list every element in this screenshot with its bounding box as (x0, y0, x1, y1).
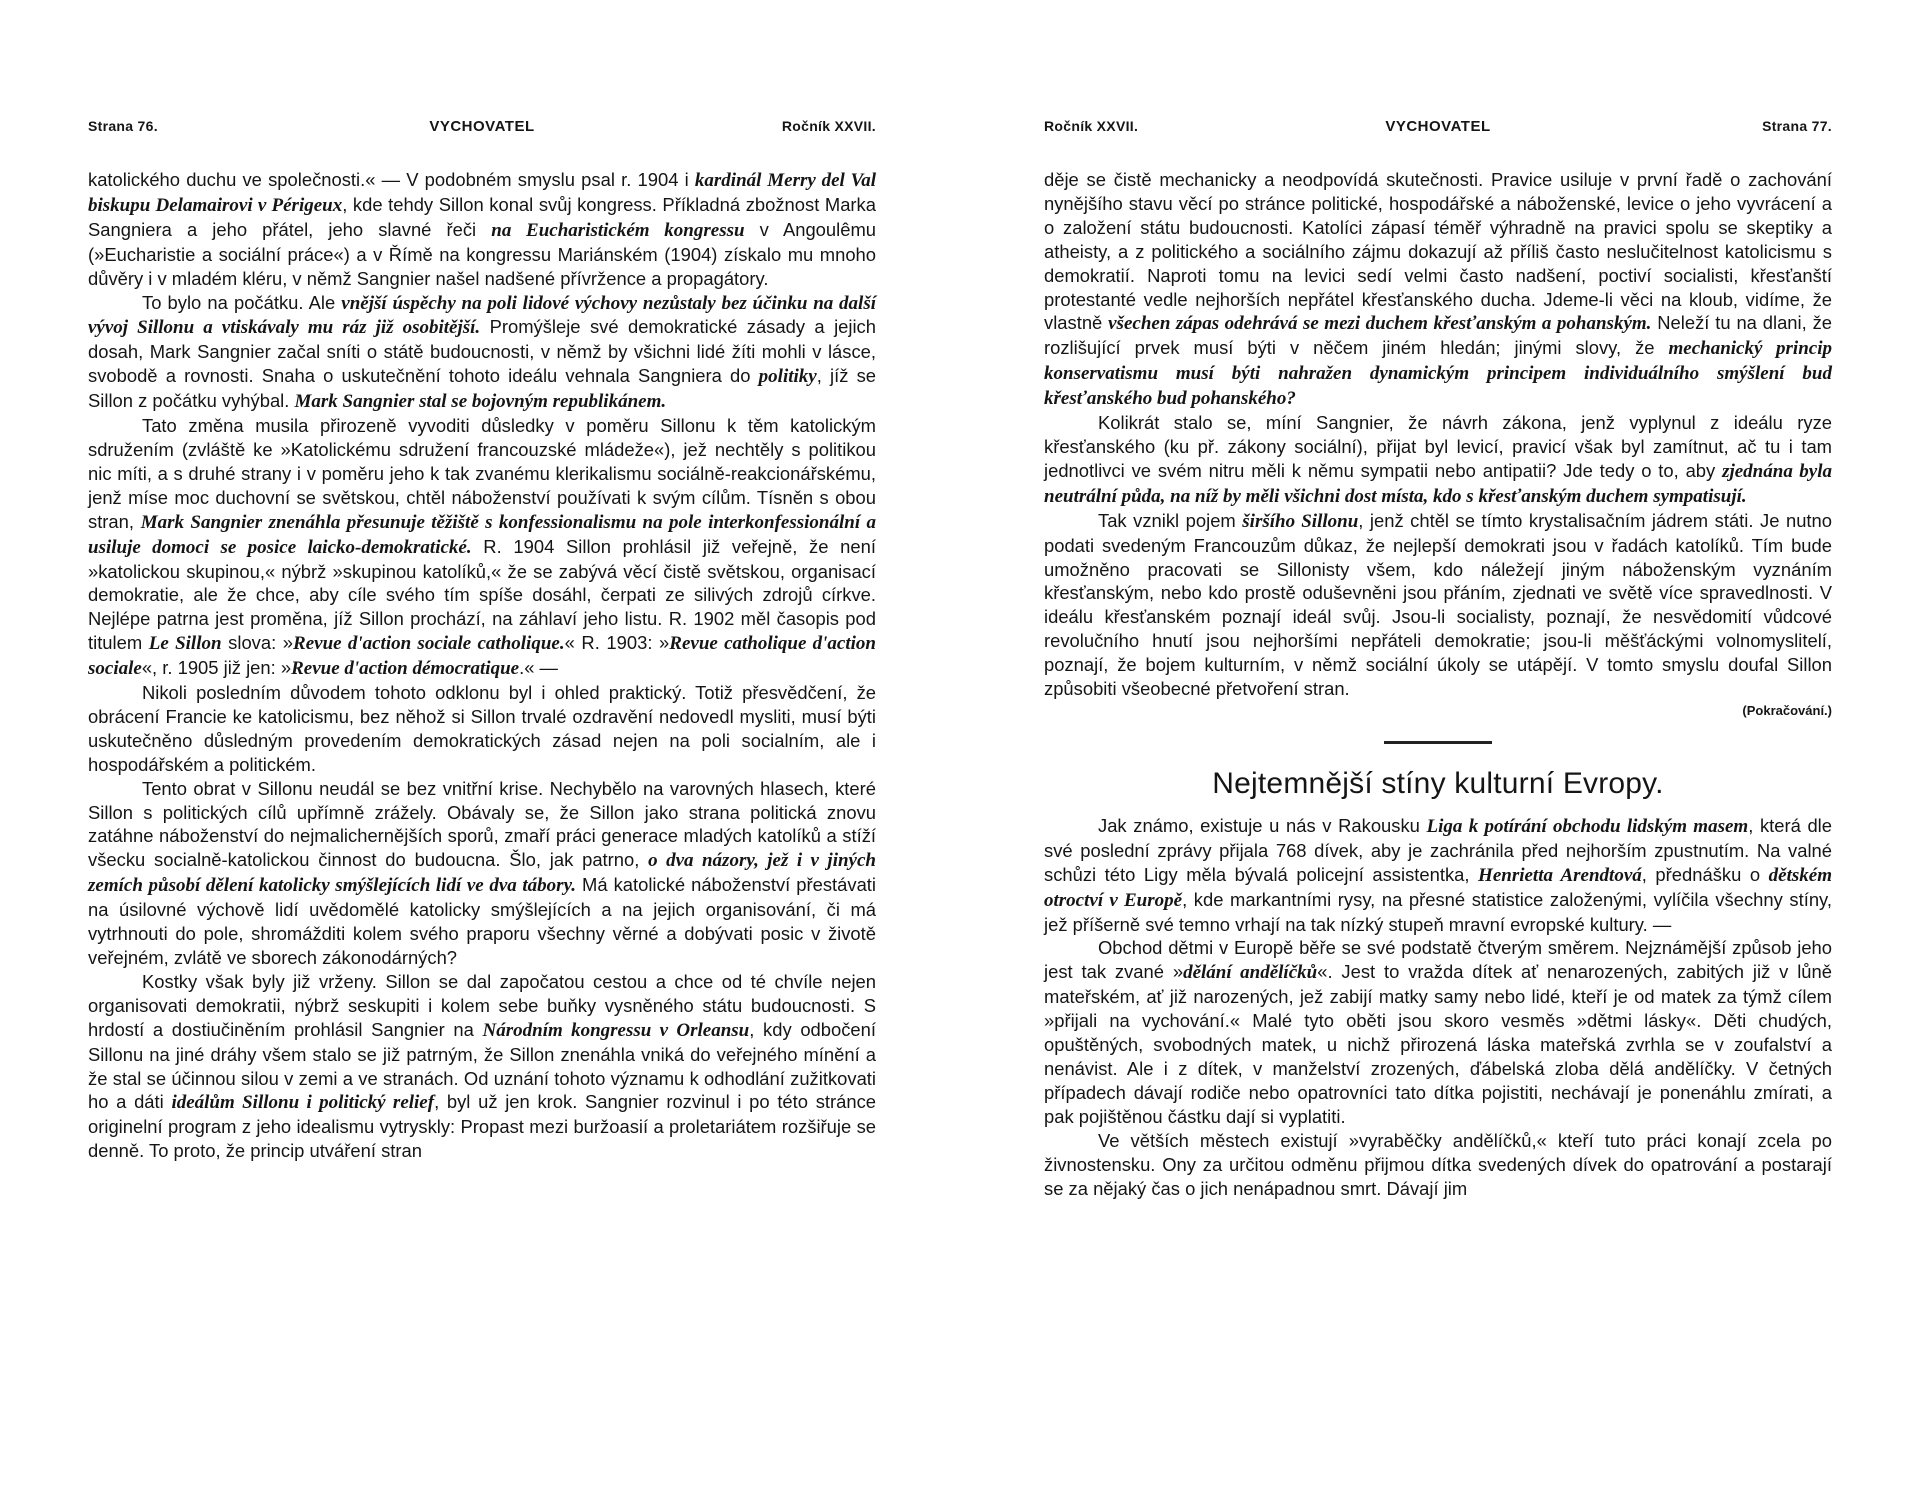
text-run: , která dle své poslední zprávy přijala 768 dívek, aby je zachránila před nejhorším zpustnutím. Na valné schůzi této Ligy měla bývalá policejní assistentka, (1044, 814, 1832, 885)
section-divider (1384, 741, 1492, 744)
left-page-header (88, 118, 876, 138)
text-run: Obchod dětmi v Europě běře se své podstatě čtverým směrem. Nejznámější způsob jeho jest tak zvané » (1044, 937, 1832, 983)
text-run: děje se čistě mechanicky a neodpovídá skutečnosti. Pravice usiluje v první řadě o zachování nynějšího stavu věcí po stránce politické, hospodářské a náboženské, levice o jeho vyvrácení a o založení státu budoucnosti. Katolíci zápasí téměř výhradně na pravici spolu se skeptiky a atheisty, a z politického a sociálního zájmu dokazují až příliš často neslučitelnost katolicismu s demokratií. Naproti tomu na levici sedí velmi často nadšení, poctiví socialisti, křesťanští protestanté vedle nejhorších nepřátel křesťanského ducha. Jdeme-li věci na kloub, vidíme, že vlastně (1044, 169, 1832, 334)
text-run: , přednášku o (1641, 863, 1769, 885)
text-run: R. 1904 Sillon prohlásil již veřejně, že není »katolickou skupinou,« nýbrž »skupinou katolíků,« že se zabývá věcí čistě světskou, organisací demokratie, ale že chce, aby cíle svého tím spíše dosáhl, čerpati ze silivých zdrojů církve. Nejlépe patrna jest proměna, jíž Sillon prochází, na záhlaví jeho listu. R. 1902 měl časopis pod titulem (88, 535, 876, 654)
emphasized-text: politiky (758, 366, 817, 388)
emphasized-text: o dva názory, jež i v jiných zemích působí dělení katolicky smýšlejících lidí ve dva tábory. (88, 850, 876, 897)
emphasized-text: širšího Sillonu (1242, 510, 1359, 532)
left-body-text (88, 168, 876, 1163)
right-continued-article (1044, 168, 1832, 701)
left-page (88, 0, 876, 1501)
text-run: Tato změna musila přirozeně vyvoditi důsledky v poměru Sillonu k těm katolickým sdružením (zvláště ke »Katolickému sdružení francouzské mládeže«), jež nechtěly s politikou nic míti, a s druhé strany i v poměru jeho k tak zvanému klerikalismu sociálně-reakcionářskému, jenž míse moc duchovní se světskou, chtěl náboženství používati k svým cílům. Tísněn s obou stran, (88, 415, 876, 532)
emphasized-text: Revue d'action démocratique (291, 658, 520, 680)
text-run: Tento obrat v Sillonu neudál se bez vnitřní krise. Nechybělo na varovných hlasech, které Sillon s politických cílů upřímně zrážely. Obávaly se, že Sillon jako strana politická znovu zatáhne náboženství do nejmalichernějších sporů, zmaří práci generace mladých katolíků a stíží všecku socialně-katolickou činnost do budoucna. Šlo, jak patrno, (88, 777, 876, 871)
left-volume: Ročník XXVII. (781, 118, 876, 134)
text-run: Kostky však byly již vrženy. Sillon se dal započatou cestou a chce od té chvíle nejen organisovati demokratii, nýbrž seskupiti i kolem sebe buňky vysněného státu budoucnosti. S hrdostí a dostiučiněním prohlásil Sangnier na (88, 970, 876, 1040)
emphasized-text: Revue catholique d'action sociale (88, 633, 876, 680)
text-run: Ve větších městech existují »vyraběčky andělíčků,« kteří tuto práci konají zcela po živnostensku. Ony za určitou odměnu přijmou dítka svedených dívek do opatrování a postarají se za nějaký čas o jich nenápadnou smrt. Dávají jim (1044, 1129, 1832, 1199)
emphasized-text: dětském otroctví v Europě (1044, 864, 1832, 911)
text-run: To bylo na počátku. Ale (142, 291, 342, 313)
emphasized-text: Le Sillon (148, 633, 222, 655)
emphasized-text: Revue d'action sociale catholique. (293, 633, 565, 655)
paragraph (1044, 411, 1832, 509)
emphasized-text: kardinál Merry del Val biskupu Delamairovi v Périgeux (88, 170, 876, 216)
text-run: Má katolické náboženství přestávati na úsilovné výchově lidí uvědomělé katolicky smýšlejících a na jejich organisování, či má vytrhnouti do pole, shromážditi kolem svého praporu všechny věrné a dobývati posic v životě veřejném, zvlátě ve sborech zákonodárných? (88, 874, 876, 968)
text-run: « R. 1903: » (564, 632, 670, 654)
text-run: Tak vznikl pojem (1098, 509, 1243, 531)
left-page-number: Strana 76. (88, 118, 158, 134)
emphasized-text: vnější úspěchy na poli lidové výchovy nezůstaly bez účinku na další vývoj Sillonu a vtiskávaly mu ráz již osobitější. (88, 292, 876, 339)
left-journal-title: VYCHOVATEL (429, 118, 535, 135)
paragraph (88, 777, 876, 970)
paragraph (1044, 936, 1832, 1128)
text-run: , kde markantními rysy, na přesné statistice založenými, vylíčila všechny stíny, jež příšerně své temno vrhají na tak nízký stupeň mravní evropské kultury. — (1044, 888, 1832, 935)
emphasized-text: všechen zápas odehrává se mezi duchem křesťanským a pohanským. (1108, 313, 1652, 335)
paragraph (88, 414, 876, 681)
emphasized-text: Liga k potírání obchodu lidským masem (1426, 815, 1749, 837)
text-run: Neleží tu na dlani, že rozlišující prvek musí býti v něčem jiném hledán; jinými slovy, že (1044, 312, 1832, 359)
paragraph (88, 970, 876, 1163)
emphasized-text: na Eucharistickém kongressu (491, 219, 745, 241)
text-run: slova: » (221, 632, 294, 654)
right-journal-title: VYCHOVATEL (1385, 118, 1491, 135)
text-run: , byl už jen krok. Sangnier rozvinul i po této stránce originelní program z jeho idealismu vytryskly: Propast mezi buržoasií a proletariátem rozšiřuje se denně. To proto, že princip utváření stran (88, 1091, 877, 1162)
article-title: Nejtemnější stíny kulturní Evropy. (1212, 766, 1664, 800)
continued-note: (Pokračování.) (1742, 702, 1832, 718)
text-run: «. Jest to vražda dítek ať nenarozených, zabitých již v lůně mateřském, ať již narozených, jež zabijí matky samy nebo lidé, kteří je od matek za týmž cílem »přijali na vychování.« Malé tyto oběti jsou skoro vesměs »dětmi lásky«. Děti chudých, opuštěných, svobodných matek, u nichž přirozená láska mateřská zvrhla se v zoufalství a nenávist. Ale i z dítek, v manželství zrozených, ďábelská zloba dělá andělíčky. V četných případech dávají rodiče nebo opatrovníci tato dítka pojistiti, nechávají je ponenáhlu zmírati, a pak pojištěnou částku dají si vyplatiti. (1044, 961, 1832, 1127)
emphasized-text: ideálům Sillonu i politický relief (171, 1092, 435, 1114)
text-run: Kolikrát stalo se, míní Sangnier, že návrh zákona, jenž vyplynul z ideálu ryze křesťanského (ku př. zákony sociální), přijat byl levicí, pravicí však byl zamítnut, ač tu i tam jednotlivci ve svém nitru měli k němu sympatii nebo antipatii? Jde tedy o to, aby (1044, 412, 1832, 481)
text-run: , jenž chtěl se tímto krystalisačním jádrem státi. Je nutno podati svedeným Francouzům důkaz, že nejlepší demokrati jsou v řadách katolíků. Tím bude umožněno pracovati se Sillonisty všem, kdo náležejí jiným náboženským vyznáním křesťanským, nebo kdo prostě oduševněni jsou přáním, zjednati ve světě více spravedlnosti. V ideálu křesťanském poznají ideál svůj. Jsou-li socialisty, poznají, že nesvědomití vůdcové revolučního hnutí jsou nejhoršími nepřáteli demokratie; jsou-li měšťáckými volnomyslitelí, poznají, že bojem kulturním, v němž sociální úkoly se utápějí. V tomto smyslu doufal Sillon způsobiti všeobecné přetvoření stran. (1044, 509, 1832, 700)
text-run: katolického duchu ve společnosti.« — V podobném smyslu psal r. 1904 i (88, 169, 695, 190)
new-article-body (1044, 814, 1832, 1201)
emphasized-text: zjednána byla neutrální půda, na níž by měli všichni dost místa, kdo s křesťanským duchem sympatisují. (1044, 460, 1833, 507)
emphasized-text: Mark Sangnier znenáhla přesunuje těžiště s konfessionalismu na pole interkonfessionální a usiluje domoci se posice laicko-demokratické. (88, 511, 876, 558)
emphasized-text: dělání andělíčků (1183, 962, 1318, 984)
text-run: v Angoulêmu (»Eucharistie a sociální práce«) a v Římě na kongressu Mariánském (1904) získalo mu mnoho důvěry i v mladém kléru, v němž Sangnier našel nadšené přívržence a propagátory. (88, 218, 876, 289)
text-run: .« — (519, 657, 558, 679)
text-run: , jíž se Sillon z počátku vyhýbal. (88, 365, 876, 412)
emphasized-text: mechanický princip konservatismu musí býti nahražen dynamickým principem individuálního smýšlení bud křesťanského bud pohanského? (1044, 338, 1832, 410)
right-volume: Ročník XXVII. (1044, 118, 1139, 134)
paragraph (88, 681, 876, 777)
right-page (1044, 0, 1832, 1501)
paragraph (1044, 1129, 1832, 1201)
emphasized-text: Národním kongressu v Orleansu (482, 1019, 750, 1041)
paragraph (1044, 168, 1832, 411)
emphasized-text: Henrietta Arendtová (1478, 864, 1642, 886)
paragraph (1044, 814, 1832, 937)
paragraph (88, 291, 876, 415)
right-body-text (1044, 168, 1832, 1200)
text-run: «, r. 1905 již jen: » (141, 657, 292, 679)
text-run: Jak známo, existuje u nás v Rakousku (1098, 814, 1427, 836)
text-run: Promýšleje své demokratické zásady a jejich dosah, Mark Sangnier začal sníti o státě budoucnosti, v němž by všichni lidé žíti mohli v lásce, svobodě a rovnosti. Snaha o uskutečnění tohoto ideálu vehnala Sangniera do (88, 316, 876, 387)
emphasized-text: Mark Sangnier stal se bojovným republikánem. (294, 391, 667, 413)
text-run: , kdy odbočení Sillonu na jiné dráhy všem stalo se již patrným, že Sillon znenáhla vniká do veřejného mínění a že stal se účinnou silou v zemi a ve stranách. Od uznání tohoto významu k odhodlání zužitkovati ho a dáti (88, 1018, 876, 1113)
text-run: Nikoli posledním důvodem tohoto odklonu byl i ohled praktický. Totiž přesvědčení, že obrácení Francie ke katolicismu, bez něhož si Sillon trvalé ozdravění nedovedl mysliti, musí býti uskutečněno důsledným provedením demokratických zásad nejen na poli socialním, ale i hospodářském a politickém. (88, 682, 876, 775)
paragraph (1044, 509, 1832, 701)
paragraph (88, 168, 876, 291)
right-page-number: Strana 77. (1762, 118, 1832, 134)
right-page-header (1044, 118, 1832, 138)
text-run: , kde tehdy Sillon konal svůj kongress. Příkladná zbožnost Marka Sangniera a jeho přátel, jeho slavné řeči (88, 193, 876, 240)
